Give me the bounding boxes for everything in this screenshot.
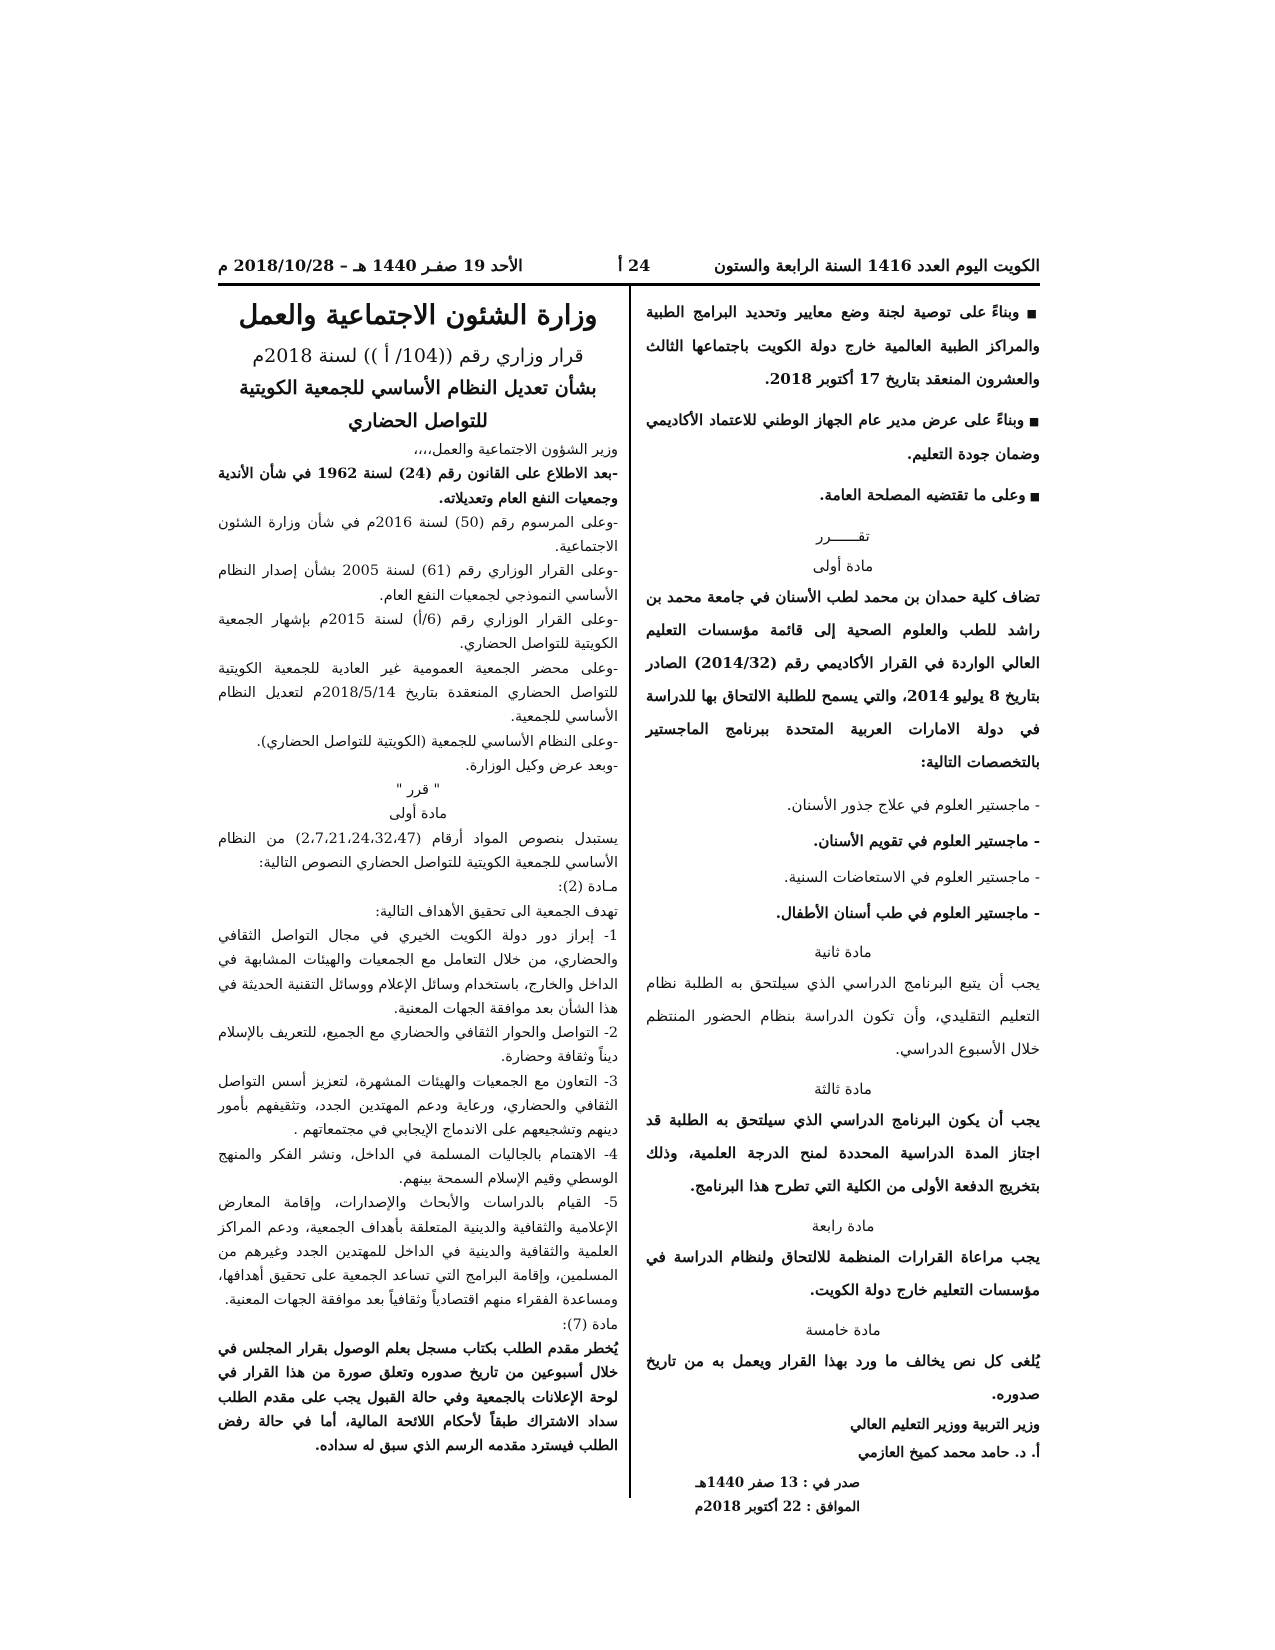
recital: -بعد الاطلاع على القانون رقم (24) لسنة 1962 في شأن الأندية وجمعيات النفع العام وتعديلاته. [218,465,619,507]
article-title: مادة أولى [389,806,447,823]
signatory-name: أ. د. حامد محمد كميخ العازمي [857,1444,1040,1461]
minister-line: وزير الشؤون الاجتماعية والعمل،،،، [413,442,618,458]
recital: -وبعد عرض وكيل الوزارة. [465,757,618,774]
article-title: مادة أولى [812,557,874,575]
ministry-title: وزارة الشئون الاجتماعية والعمل [238,300,598,331]
decree-subject: للتواصل الحضاري [348,410,488,432]
recital: -وعلى النظام الأساسي للجمعية (الكويتية للتواصل الحضاري). [256,733,618,750]
decree-number: قرار وزاري رقم ((104/ أ )) لسنة 2018م [252,345,584,367]
page-number: 24 أ [618,256,651,275]
list-item: - ماجستير العلوم في تقويم الأسنان. [813,832,1040,850]
recital: -وعلى القرار الوزاري رقم (61) لسنة 2005 بشأن إصدار النظام الأساسي النموذجي لجمعيات النفع العام. [218,563,618,604]
article-text: يجب أن يتبع البرنامج الدراسي الذي سيلتحق به الطلبة نظام التعليم التقليدي، وأن تكون الدراسة بنظام الحضور المنتظم خلال الأسبوع الدراسي. [646,974,1040,1058]
article-text: يستبدل بنصوص المواد أرقام (2،7،21،24،32،47) من النظام الأساسي للجمعية الكويتية للتواصل الحضاري النصوص التالية: [218,830,618,872]
recital: -وعلى القرار الوزاري رقم (6/أ) لسنة 2015م بإشهار الجمعية الكويتية للتواصل الحضاري. [218,612,619,653]
page-header [218,256,1040,282]
issue-date: الأحد 19 صفـر 1440 هـ – 2018/10/28 م [218,256,523,275]
goals-intro: تهدف الجمعية الى تحقيق الأهداف التالية: [375,903,618,920]
article-title: مادة خامسة [805,1321,881,1339]
list-item: - ماجستير العلوم في طب أسنان الأطفال. [775,904,1040,922]
right-column [646,296,1040,1519]
article-title: مادة ثانية [814,943,872,961]
article-text: يجب مراعاة القرارات المنظمة للالتحاق ولنظام الدراسة في مؤسسات التعليم خارج دولة الكويت. [646,1248,1040,1299]
goal-item: 3- التعاون مع الجمعيات والهيئات المشهرة، لتعزيز أسس التواصل الثقافي والحضاري، ورعاية ودعم المهتدين الجدد، وتثقيفهم بأمور دينهم وتشجيعهم على الاندماج الإيجابي في مجتمعاتهم . [218,1073,618,1139]
list-item: - ماجستير العلوم في الاستعاضات السنية. [783,868,1040,886]
decree-subject: بشأن تعديل النظام الأساسي للجمعية الكويتية [239,377,597,399]
article-label: مادة (7): [562,1316,618,1333]
article-text: يجب أن يكون البرنامج الدراسي الذي سيلتحق به الطلبة قد اجتاز المدة الدراسية المحددة لمنح الدرجة العلمية، وذلك بتخريج الدفعة الأولى من الكلية التي تطرح هذا البرنامج. [646,1111,1040,1195]
left-column [218,296,618,1458]
recital-bullet: ■ وبناءً على توصية لجنة وضع معايير وتحديد البرامج الطبية والمراكز الطبية العالمية خارج دولة الكويت باجتماعها الثالث والعشرون المنعقد بتاريخ 17 أكتوبر 2018. [646,296,1040,396]
signatory-title: وزير التربية ووزير التعليم العالي [850,1416,1040,1433]
article-text: تضاف كلية حمدان بن محمد لطب الأسنان في جامعة محمد بن راشد للطب والعلوم الصحية إلى قائمة مؤسسات التعليم العالي الواردة في القرار الأكاديمي رقم (2014/32) الصادر بتاريخ 8 يوليو 2014، والتي يسمح للطلبة الالتحاق بها للدراسة في دولة الامارات العربية المتحدة ببرنامج الماجستير بالتخصصات التالية: [646,588,1041,771]
decides-heading: تقــــــرر [816,527,870,545]
issue-dates [646,1471,1040,1519]
recital: -وعلى المرسوم رقم (50) لسنة 2016م في شأن وزارة الشئون الاجتماعية. [218,514,619,556]
article-title: مادة ثالثة [814,1080,872,1098]
goal-item: 5- القيام بالدراسات والأبحاث والإصدارات، وإقامة المعارض الإعلامية والثقافية والدينية المتعلقة بأهداف الجمعية، ودعم المراكز العلمية والثقافية والدينية في الداخل للمهتدين الجدد وغيرهم من المسلمين، وإقامة البرامج التي تساعد الجمعية على تحقيق أهدافها، ومساعدة الفقراء منهم اقتصادياً وثقافياً بعد موافقة الجهات المعنية. [218,1195,618,1309]
issue-info: الكويت اليوم العدد 1416 السنة الرابعة والستون [714,256,1040,275]
decides-heading: " قرر " [395,782,441,799]
article-label: مـادة (2): [557,879,618,896]
article-text: يُخطر مقدم الطلب بكتاب مسجل بعلم الوصول بقرار المجلس في خلال أسبوعين من تاريخ صدوره وتعلق صورة من هذا القرار في لوحة الإعلانات بالجمعية وفي حالة القبول يجب على مقدم الطلب سداد الاشتراك طبقاً لأحكام اللائحة المالية، أما في حالة رفض الطلب فيسترد مقدمه الرسم الذي سبق له سداده. [218,1339,618,1455]
goal-item: 2- التواصل والحوار الثقافي والحضاري مع الجميع، للتعريف بالإسلام ديناً وثقافة وحضارة. [218,1025,618,1066]
corresponding-date: الموافق : 22 أكتوبر 2018م [694,1499,860,1515]
recital-bullet: ■ وعلى ما تقتضيه المصلحة العامة. [646,479,1040,513]
goal-item: 1- إبراز دور دولة الكويت الخيري في مجال التواصل الثقافي والحضاري، من خلال التعامل مع الجمعيات والهيئات المشابهة في الداخل والخارج، باستخدام وسائل الإعلام ووسائل التقنية الحديثة في هذا الشأن بعد موافقة الجهات المعنية. [218,927,618,1017]
recital-bullet: ■ وبناءً على عرض مدير عام الجهاز الوطني للاعتماد الأكاديمي وضمان جودة التعليم. [646,404,1040,471]
article-title: مادة رابعة [811,1217,875,1235]
recital: -وعلى محضر الجمعية العمومية غير العادية للجمعية الكويتية للتواصل الحضاري المنعقدة بتاريخ 2018/5/14م لتعديل النظام الأساسي للجمعية. [218,660,618,726]
goal-item: 4- الاهتمام بالجاليات المسلمة في الداخل، ونشر الفكر والمنهج الوسطي وقيم الإسلام السمحة بينهم. [218,1146,618,1187]
issued-date: صدر في : 13 صفر 1440هـ [695,1475,860,1491]
list-item: - ماجستير العلوم في علاج جذور الأسنان. [786,796,1040,814]
column-divider [629,286,631,1498]
article-text: يُلغى كل نص يخالف ما ورد بهذا القرار ويعمل به من تاريخ صدوره. [646,1352,1040,1403]
